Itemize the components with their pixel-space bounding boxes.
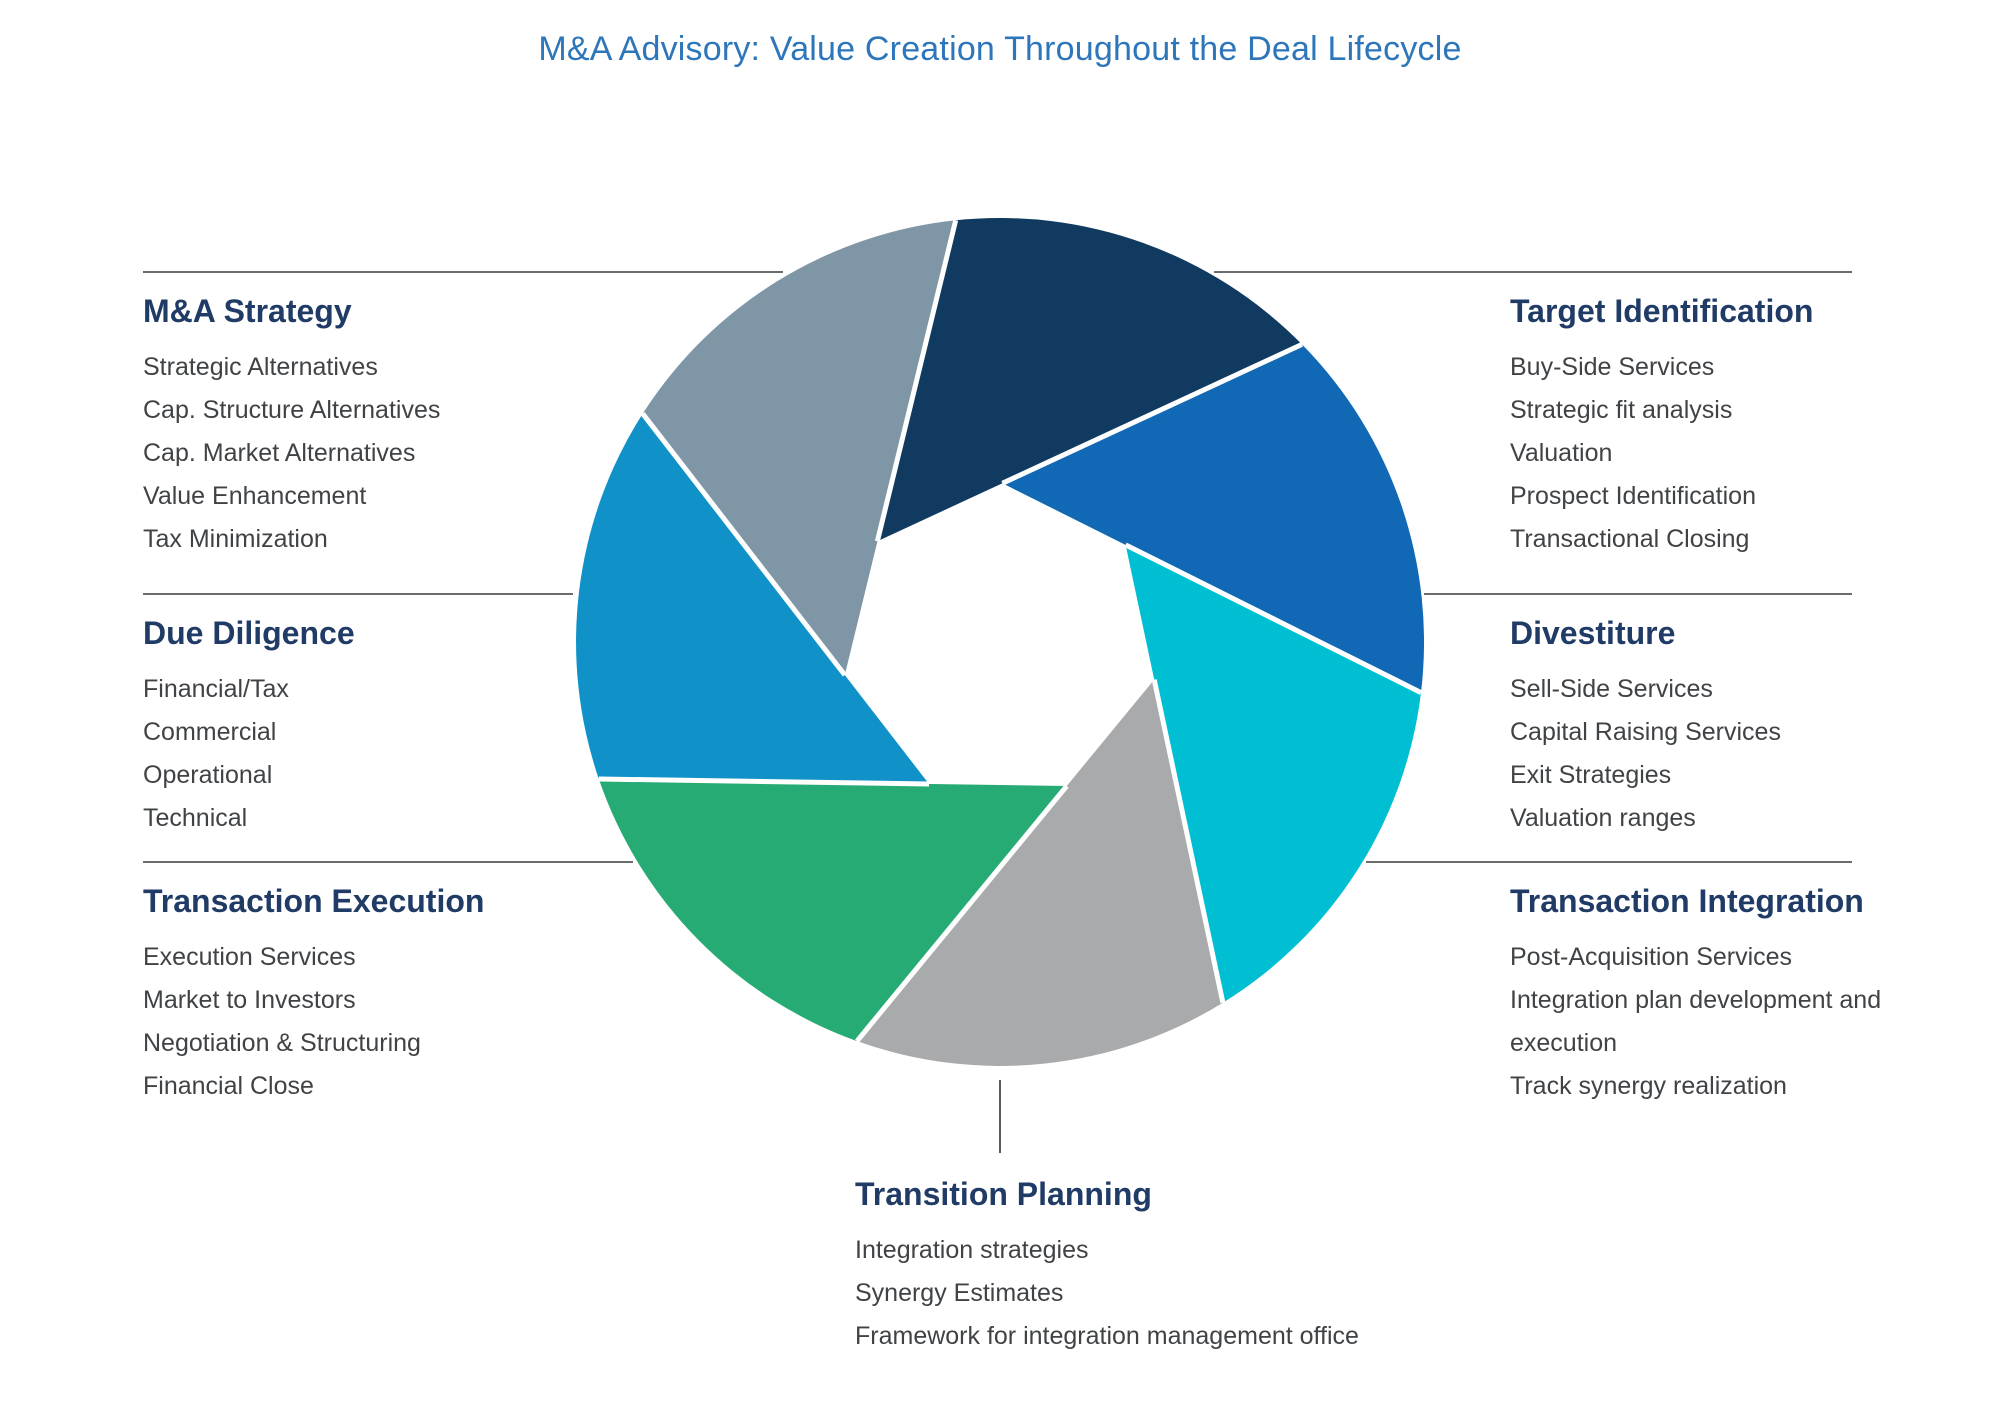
list-item: Integration strategies (855, 1236, 1089, 1264)
list-item: Valuation ranges (1510, 804, 1696, 832)
list-item: Technical (143, 804, 248, 832)
divider-line-transaction-integration (1366, 861, 1852, 863)
list-item: Track synergy realization (1510, 1072, 1787, 1100)
divider-line-transaction-execution (143, 861, 633, 863)
list-item: Valuation (1510, 439, 1613, 467)
section-title: Due Diligence (143, 615, 355, 651)
list-item: Tax Minimization (143, 525, 328, 553)
list-item: Financial/Tax (143, 675, 289, 703)
list-item: Capital Raising Services (1510, 718, 1781, 746)
list-item: Cap. Market Alternatives (143, 439, 416, 467)
list-item: Transactional Closing (1510, 525, 1750, 553)
divider-line-divestiture (1424, 593, 1852, 595)
list-item: Framework for integration management office (855, 1322, 1359, 1350)
divider-line-due-diligence (143, 593, 573, 595)
section-due-diligence (143, 614, 355, 840)
section-items (1510, 668, 1950, 840)
list-item: Negotiation & Structuring (143, 1029, 421, 1057)
section-ma-strategy (143, 292, 440, 561)
section-target-identification (1510, 292, 1950, 561)
section-title: Divestiture (1510, 615, 1676, 651)
divider-line-ma-strategy (143, 271, 783, 273)
section-items (855, 1229, 1555, 1358)
list-item: Commercial (143, 718, 277, 746)
list-item: Buy-Side Services (1510, 353, 1715, 381)
page-title: M&A Advisory: Value Creation Throughout the Deal Lifecycle (538, 30, 1462, 68)
section-items (143, 668, 355, 840)
section-transition-planning (855, 1175, 1555, 1358)
list-item: Strategic Alternatives (143, 353, 378, 381)
section-items (143, 936, 484, 1108)
list-item: Execution Services (143, 943, 356, 971)
section-items (1510, 936, 1970, 1108)
list-item: Cap. Structure Alternatives (143, 396, 441, 424)
section-items (143, 346, 440, 561)
list-item: Integration plan development and execution (1510, 986, 1882, 1057)
divider-line-target-identification (1214, 271, 1852, 273)
section-title: Transaction Execution (143, 883, 485, 919)
section-title: Target Identification (1510, 293, 1814, 329)
list-item: Post-Acquisition Services (1510, 943, 1793, 971)
list-item: Synergy Estimates (855, 1279, 1064, 1307)
list-item: Value Enhancement (143, 482, 367, 510)
section-items (1510, 346, 1950, 561)
section-title: M&A Strategy (143, 293, 352, 329)
section-transaction-integration (1510, 882, 1970, 1108)
list-item: Financial Close (143, 1072, 314, 1100)
section-title: Transaction Integration (1510, 883, 1864, 919)
section-title: Transition Planning (855, 1176, 1152, 1212)
section-transaction-execution (143, 882, 484, 1108)
list-item: Operational (143, 761, 273, 789)
list-item: Sell-Side Services (1510, 675, 1713, 703)
list-item: Market to Investors (143, 986, 356, 1014)
list-item: Strategic fit analysis (1510, 396, 1733, 424)
section-divestiture (1510, 614, 1950, 840)
list-item: Exit Strategies (1510, 761, 1672, 789)
list-item: Prospect Identification (1510, 482, 1756, 510)
connector-line-transition-planning (999, 1080, 1001, 1153)
